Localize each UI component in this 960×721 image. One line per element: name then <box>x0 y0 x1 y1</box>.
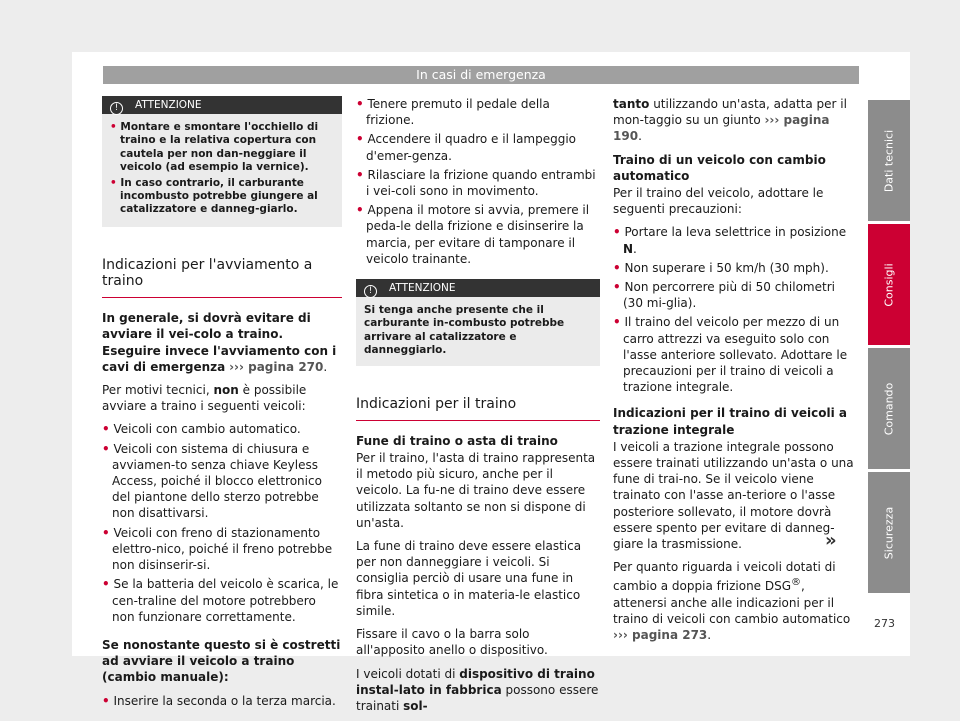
list-item: • Veicoli con freno di stazionamento elettro-nico, poiché il freno potrebbe non disinserir-si. <box>102 525 333 573</box>
page-link[interactable]: ››› pagina 273 <box>613 628 708 643</box>
paragraph: Per quanto riguarda i veicoli dotati di cambio a doppia frizione DSG®, attenersi anche alle indicazioni per il traino di veicoli con cambio automatico ››› pagina 273. <box>613 560 851 643</box>
intro-paragraph: In generale, si dovrà evitare di avviare il vei-colo a traino. Eseguire invece l'avviamento con i cavi di emergenza ››› pagina 270. <box>102 311 337 374</box>
tab-dati-tecnici[interactable]: Dati tecnici <box>868 100 910 221</box>
page-header: In casi di emergenza <box>103 66 859 84</box>
warning-label: ATTENZIONE <box>389 282 456 295</box>
bullet-icon: • <box>102 422 110 437</box>
warning-body: Si tenga anche presente che il carburante in-combusto potrebbe arrivare al catalizzatore e danneggiarlo. <box>364 304 565 357</box>
sub-heading: Traino di un veicolo con cambio automatico <box>613 152 826 183</box>
warning-box <box>102 96 342 227</box>
section-title: Indicazioni per il traino <box>356 396 600 421</box>
paragraph: Per il traino del veicolo, adottare le seguenti precauzioni: <box>613 186 824 217</box>
warning-body <box>102 114 342 227</box>
list-item: • Veicoli con cambio automatico. <box>102 422 301 437</box>
list-item: • Appena il motore si avvia, premere il peda-le della frizione e disinserire la marcia, per evitare di tamponare il veicolo trainante. <box>356 203 590 266</box>
list-item: • Veicoli con sistema di chiusura e avviamen-to senza chiave Keyless Access, poiché il blocco elettronico del piantone dello sterzo potrebbe non disattivarsi. <box>102 441 322 521</box>
page-number: 273 <box>874 617 895 630</box>
bullet-icon: • <box>613 225 621 240</box>
list-item: • Se la batteria del veicolo è scarica, le cen-traline del motore potrebbero non funzionare correttamente. <box>102 577 339 624</box>
warning-label: ATTENZIONE <box>135 99 202 111</box>
warning-header <box>356 279 600 297</box>
page-link[interactable]: ››› pagina 270 <box>229 359 324 374</box>
paragraph: Per motivi tecnici, non è possibile avviare a traino i seguenti veicoli: <box>102 383 307 414</box>
warning-icon: ! <box>110 102 123 115</box>
bullet-icon: • <box>356 97 364 111</box>
tab-consigli[interactable]: Consigli <box>868 224 910 345</box>
tab-sicurezza[interactable]: Sicurezza <box>868 472 910 593</box>
sub-heading: Se nonostante questo si è costretti ad avviare il veicolo a traino (cambio manuale): <box>102 637 341 685</box>
paragraph: tanto utilizzando un'asta, adatta per il mon-taggio su un giunto ››› pagina 190. <box>613 97 847 144</box>
paragraph: Per il traino, l'asta di traino rappresenta il metodo più sicuro, anche per il veicolo. La fu-ne di traino deve essere utilizzata soltanto se non si dispone di un'asta. <box>356 451 596 530</box>
bullet-icon: • <box>613 280 621 295</box>
continue-icon: » <box>825 530 837 551</box>
paragraph: La fune di traino deve essere elastica per non danneggiare i veicoli. Si consiglia perciò di usare una fune in fibra sintetica o in materia-le elastico simile. <box>356 539 582 618</box>
bullet-icon: • <box>102 577 110 592</box>
warning-icon: ! <box>364 285 377 298</box>
bullet-icon: • <box>613 260 621 275</box>
column-2 <box>356 96 600 721</box>
list-item: • Tenere premuto il pedale della frizione. <box>356 97 550 128</box>
warning-box <box>356 279 600 366</box>
sub-heading: Indicazioni per il traino di veicoli a trazione integrale <box>613 406 847 437</box>
page-link[interactable]: ››› pagina 190 <box>613 113 830 144</box>
sub-heading: Fune di traino o asta di traino <box>356 433 558 448</box>
list-item: • Il traino del veicolo per mezzo di un carro attrezzi va eseguito solo con l'asse anteriore sollevato. Adottare le precauzioni per il traino di veicoli a trazione integrale. <box>613 315 848 395</box>
list-item: • Rilasciare la frizione quando entrambi i vei-coli sono in movimento. <box>356 167 596 199</box>
bullet-icon: • <box>356 167 364 182</box>
column-3 <box>613 96 856 650</box>
bullet-icon: • <box>356 203 364 218</box>
bullet-icon: • <box>102 525 110 540</box>
warning-item: • Montare e smontare l'occhiello di traino e la relativa copertura con cautela per non dan-neggiare il veicolo (ad esempio la vernice). <box>110 121 319 174</box>
list-item: • Non superare i 50 km/h (30 mph). <box>613 260 829 275</box>
paragraph: Fissare il cavo o la barra solo all'apposito anello o dispositivo. <box>356 627 548 658</box>
tab-comando[interactable]: Comando <box>868 348 910 469</box>
list-item: • Non percorrere più di 50 chilometri (30 mi-glia). <box>613 280 835 311</box>
list-item: • Portare la leva selettrice in posizione N. <box>613 225 847 256</box>
paragraph: I veicoli a trazione integrale possono essere trainati utilizzando un'asta o una fune di trai-no. Se il veicolo viene trainato con l'asse an-teriore o l'asse posteriore sollevato, il motore dovrà essere spento per evitare di danneg-giare la trasmissione. <box>613 439 854 552</box>
bullet-icon: • <box>613 315 621 330</box>
bullet-icon: • <box>102 441 110 456</box>
bullet-icon: • <box>110 121 117 133</box>
bullet-icon: • <box>356 132 364 147</box>
warning-item: • In caso contrario, il carburante incombusto potrebbe giungere al catalizzatore e danneg-giarlo. <box>110 176 318 216</box>
bullet-icon: • <box>102 693 110 708</box>
column-1 <box>102 96 342 712</box>
section-title: Indicazioni per l'avviamento a traino <box>102 257 342 298</box>
paragraph: I veicoli dotati di dispositivo di traino instal-lato in fabbrica possono essere trainati sol- <box>356 666 599 713</box>
side-tabs <box>868 100 910 596</box>
bullet-icon: • <box>110 176 117 189</box>
list-item: • Accendere il quadro e il lampeggio d'emer-genza. <box>356 132 577 163</box>
list-item: • Inserire la seconda o la terza marcia. <box>102 693 336 708</box>
warning-header <box>102 96 342 114</box>
